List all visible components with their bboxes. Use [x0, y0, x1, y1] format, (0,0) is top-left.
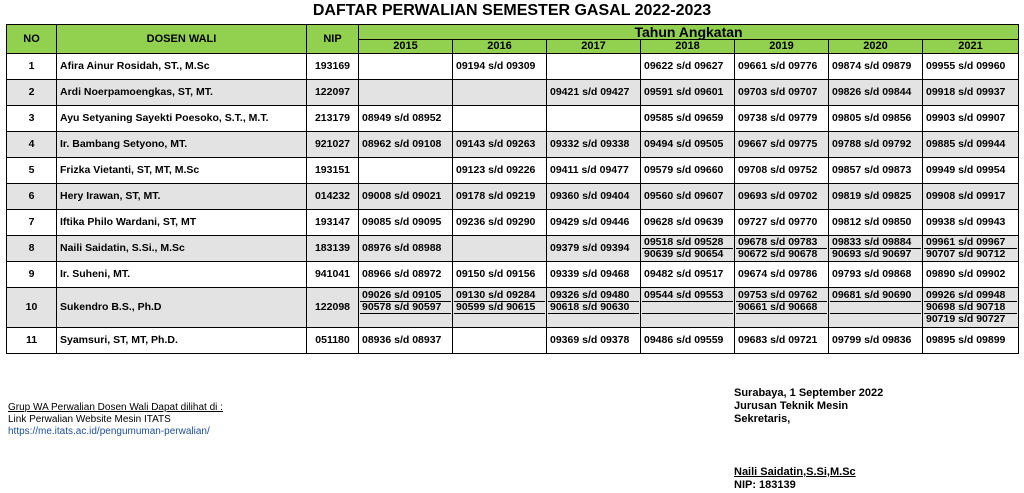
nim-range: 09895 s/d 09899 — [926, 334, 1006, 346]
nim-range-cell — [453, 132, 547, 158]
signer-role: Sekretaris, — [734, 413, 791, 425]
nim-range: 09819 s/d 09825 — [832, 190, 912, 202]
nim-range: 09874 s/d 09879 — [832, 60, 912, 72]
dosen-name: Ardi Noerpamoengkas, ST, MT. — [57, 80, 307, 106]
nim-range: 09560 s/d 09607 — [644, 190, 724, 202]
table-row — [7, 106, 1019, 132]
nim-range — [454, 313, 545, 325]
nim-range: 08976 s/d 08988 — [362, 242, 442, 254]
nim-range-cell — [359, 106, 453, 132]
nim-range — [362, 87, 449, 98]
nim-range: 09482 s/d 09517 — [644, 268, 724, 280]
dosen-name: Ayu Setyaning Sayekti Poesoko, S.T., M.T. — [57, 106, 307, 132]
nim-range: 09143 s/d 09263 — [456, 138, 536, 150]
nim-range-cell — [829, 262, 923, 288]
nim-range: 09544 s/d 09553 — [644, 289, 724, 301]
nim-range-cell — [735, 106, 829, 132]
nim-range-cell — [641, 328, 735, 354]
nim-range: 09579 s/d 09660 — [644, 164, 724, 176]
nim-range-cell — [547, 288, 641, 328]
row-number: 2 — [7, 80, 57, 106]
dosen-nip: 122097 — [307, 80, 359, 106]
dosen-name: Naili Saidatin, S.Si., M.Sc — [57, 236, 307, 262]
nim-range-cell — [453, 184, 547, 210]
dosen-name: Syamsuri, ST, MT, Ph.D. — [57, 328, 307, 354]
nim-range-cell — [453, 262, 547, 288]
table-row — [7, 210, 1019, 236]
row-number: 4 — [7, 132, 57, 158]
nim-range: 09805 s/d 09856 — [832, 112, 912, 124]
nim-range-cell — [829, 288, 923, 328]
nim-range: 09123 s/d 09226 — [456, 164, 536, 176]
nim-range-cell — [829, 184, 923, 210]
website-link-label: Link Perwalian Website Mesin ITATS — [8, 414, 171, 425]
dosen-nip: 213179 — [307, 106, 359, 132]
nim-range-cell — [547, 210, 641, 236]
nim-range-cell — [359, 288, 453, 328]
nim-range-cell — [453, 210, 547, 236]
dosen-nip: 122098 — [307, 288, 359, 328]
nim-range-cell — [735, 288, 829, 328]
nim-range-cell — [359, 262, 453, 288]
nim-range-cell — [829, 328, 923, 354]
header-year-2018: 2018 — [641, 40, 735, 54]
nim-range: 90661 s/d 90668 — [736, 301, 827, 313]
header-year-2015: 2015 — [359, 40, 453, 54]
nim-range: 09667 s/d 09775 — [738, 138, 818, 150]
nim-range-cell — [547, 328, 641, 354]
nim-range: 09486 s/d 09559 — [644, 334, 724, 346]
place-date: Surabaya, 1 September 2022 — [734, 387, 884, 399]
dosen-name: Iftika Philo Wardani, ST, MT — [57, 210, 307, 236]
nim-range-cell — [923, 158, 1019, 184]
nim-range-cell — [735, 80, 829, 106]
nim-range: 09799 s/d 09836 — [832, 334, 912, 346]
nim-range-cell — [829, 236, 923, 262]
nim-range — [456, 113, 543, 124]
dosen-nip: 921027 — [307, 132, 359, 158]
nim-range: 09918 s/d 09937 — [926, 86, 1006, 98]
nim-range: 09885 s/d 09944 — [926, 138, 1006, 150]
nim-range-cell — [923, 288, 1019, 328]
nim-range-cell — [735, 54, 829, 80]
nim-range-cell — [641, 262, 735, 288]
nim-range: 09429 s/d 09446 — [550, 216, 630, 228]
nim-range: 09826 s/d 09844 — [832, 86, 912, 98]
signer-nip: NIP: 183139 — [734, 479, 796, 491]
nim-range-cell — [829, 80, 923, 106]
header-dosen-wali: DOSEN WALI — [57, 25, 307, 54]
nim-range: 09903 s/d 09907 — [926, 112, 1006, 124]
nim-range-cell — [641, 80, 735, 106]
nim-range — [736, 313, 827, 325]
nim-range-cell — [923, 262, 1019, 288]
nim-range: 09236 s/d 09290 — [456, 216, 536, 228]
row-number: 7 — [7, 210, 57, 236]
nim-range: 09360 s/d 09404 — [550, 190, 630, 202]
nim-range: 09793 s/d 09868 — [832, 268, 912, 280]
table-row — [7, 54, 1019, 80]
table-row — [7, 262, 1019, 288]
nim-range-cell — [923, 184, 1019, 210]
nim-range: 09681 s/d 90690 — [832, 289, 912, 301]
nim-range — [456, 243, 543, 254]
row-number: 9 — [7, 262, 57, 288]
header-tahun-angkatan: Tahun Angkatan — [359, 25, 1019, 40]
nim-range: 90599 s/d 90615 — [454, 301, 545, 313]
row-number: 6 — [7, 184, 57, 210]
nim-range: 09628 s/d 09639 — [644, 216, 724, 228]
perwalian-table — [6, 24, 1019, 354]
nim-range-cell — [641, 288, 735, 328]
nim-range: 08962 s/d 09108 — [362, 138, 442, 150]
nim-range: 09494 s/d 09505 — [644, 138, 724, 150]
nim-range — [642, 313, 733, 325]
header-year-2021: 2021 — [923, 40, 1019, 54]
row-number: 5 — [7, 158, 57, 184]
nim-range: 09833 s/d 09884 — [832, 236, 912, 248]
table-row — [7, 80, 1019, 106]
nim-range-cell — [923, 106, 1019, 132]
nim-range: 90578 s/d 90597 — [360, 301, 451, 313]
nim-range-cell — [547, 80, 641, 106]
nim-range-cell — [829, 210, 923, 236]
nim-range: 09949 s/d 09954 — [926, 164, 1006, 176]
nim-range: 09708 s/d 09752 — [738, 164, 818, 176]
nim-range: 09926 s/d 09948 — [926, 289, 1006, 301]
table-row — [7, 184, 1019, 210]
nim-range-cell — [547, 54, 641, 80]
nim-range-cell — [641, 210, 735, 236]
dosen-nip: 941041 — [307, 262, 359, 288]
dosen-name: Ir. Bambang Setyono, MT. — [57, 132, 307, 158]
dosen-nip: 051180 — [307, 328, 359, 354]
nim-range — [550, 61, 637, 72]
nim-range: 09518 s/d 09528 — [644, 236, 724, 248]
nim-range: 09026 s/d 09105 — [362, 289, 442, 301]
nim-range-cell — [359, 54, 453, 80]
header-year-2019: 2019 — [735, 40, 829, 54]
nim-range: 08936 s/d 08937 — [362, 334, 442, 346]
nim-range-cell — [453, 288, 547, 328]
row-number: 10 — [7, 288, 57, 328]
nim-range: 09961 s/d 09967 — [926, 236, 1006, 248]
nim-range — [456, 87, 543, 98]
nim-range: 09326 s/d 09480 — [550, 289, 630, 301]
nim-range-cell — [641, 184, 735, 210]
nim-range-cell — [641, 106, 735, 132]
nim-range — [360, 313, 451, 325]
nim-range-cell — [923, 80, 1019, 106]
nim-range: 09379 s/d 09394 — [550, 242, 630, 254]
nim-range-cell — [359, 184, 453, 210]
nim-range-cell — [547, 106, 641, 132]
nim-range-cell — [359, 132, 453, 158]
nim-range-cell — [735, 236, 829, 262]
nim-range-cell — [923, 236, 1019, 262]
nim-range-cell — [547, 262, 641, 288]
dosen-nip: 193169 — [307, 54, 359, 80]
header-year-2017: 2017 — [547, 40, 641, 54]
nim-range — [830, 301, 921, 313]
nim-range — [830, 313, 921, 325]
nim-range: 09703 s/d 09707 — [738, 86, 818, 98]
nim-range: 09591 s/d 09601 — [644, 86, 724, 98]
nim-range: 09085 s/d 09095 — [362, 216, 442, 228]
nim-range: 09788 s/d 09792 — [832, 138, 912, 150]
nim-range-cell — [735, 210, 829, 236]
nim-range-cell — [829, 158, 923, 184]
nim-range: 08966 s/d 08972 — [362, 268, 442, 280]
nim-range-cell — [735, 262, 829, 288]
row-number: 11 — [7, 328, 57, 354]
table-row — [7, 132, 1019, 158]
wa-group-note: Grup WA Perwalian Dosen Wali Dapat dilihat di : — [8, 402, 223, 413]
nim-range-cell — [359, 210, 453, 236]
dosen-name: Afira Ainur Rosidah, ST., M.Sc — [57, 54, 307, 80]
nim-range: 09727 s/d 09770 — [738, 216, 818, 228]
table-row — [7, 236, 1019, 262]
signer-name: Naili Saidatin,S.Si,M.Sc — [734, 466, 856, 478]
nim-range: 09339 s/d 09468 — [550, 268, 630, 280]
nim-range: 09678 s/d 09783 — [738, 236, 818, 248]
nim-range-cell — [547, 184, 641, 210]
table-row — [7, 328, 1019, 354]
table-row — [7, 158, 1019, 184]
nim-range-cell — [453, 106, 547, 132]
nim-range: 09178 s/d 09219 — [456, 190, 536, 202]
nim-range-cell — [923, 54, 1019, 80]
nim-range-cell — [453, 236, 547, 262]
nim-range-cell — [735, 328, 829, 354]
nim-range-cell — [641, 54, 735, 80]
header-year-2020: 2020 — [829, 40, 923, 54]
nim-range: 09938 s/d 09943 — [926, 216, 1006, 228]
nim-range: 09955 s/d 09960 — [926, 60, 1006, 72]
nim-range-cell — [829, 106, 923, 132]
nim-range: 09890 s/d 09902 — [926, 268, 1006, 280]
nim-range — [362, 165, 449, 176]
perwalian-link[interactable]: https://me.itats.ac.id/pengumuman-perwalian/ — [8, 426, 210, 437]
nim-range: 09150 s/d 09156 — [456, 268, 536, 280]
nim-range-cell — [641, 236, 735, 262]
row-number: 1 — [7, 54, 57, 80]
dosen-name: Sukendro B.S., Ph.D — [57, 288, 307, 328]
nim-range-cell — [453, 54, 547, 80]
nim-range: 90698 s/d 90718 — [924, 301, 1017, 313]
nim-range: 09622 s/d 09627 — [644, 60, 724, 72]
nim-range: 09421 s/d 09427 — [550, 86, 630, 98]
dosen-nip: 183139 — [307, 236, 359, 262]
nim-range: 09411 s/d 09477 — [550, 164, 629, 176]
footer-info — [8, 402, 223, 438]
nim-range: 90672 s/d 90678 — [736, 248, 827, 260]
nim-range-cell — [923, 210, 1019, 236]
nim-range-cell — [453, 158, 547, 184]
nim-range: 90707 s/d 90712 — [924, 248, 1017, 260]
nim-range-cell — [829, 132, 923, 158]
nim-range-cell — [641, 132, 735, 158]
nim-range: 09674 s/d 09786 — [738, 268, 818, 280]
nim-range — [362, 61, 449, 72]
nim-range-cell — [735, 184, 829, 210]
nim-range: 09738 s/d 09779 — [738, 112, 818, 124]
nim-range-cell — [359, 328, 453, 354]
nim-range: 90618 s/d 90630 — [548, 301, 639, 313]
dosen-name: Ir. Suheni, MT. — [57, 262, 307, 288]
nim-range-cell — [453, 328, 547, 354]
nim-range — [548, 313, 639, 325]
row-number: 8 — [7, 236, 57, 262]
nim-range — [456, 335, 543, 346]
nim-range-cell — [923, 132, 1019, 158]
nim-range-cell — [359, 236, 453, 262]
nim-range: 09753 s/d 09762 — [738, 289, 818, 301]
row-number: 3 — [7, 106, 57, 132]
page-title: DAFTAR PERWALIAN SEMESTER GASAL 2022-2023 — [312, 2, 712, 19]
table-row — [7, 288, 1019, 328]
nim-range: 09008 s/d 09021 — [362, 190, 442, 202]
nim-range: 09812 s/d 09850 — [832, 216, 912, 228]
nim-range: 90719 s/d 90727 — [924, 313, 1017, 325]
nim-range — [550, 113, 637, 124]
dosen-name: Frizka Vietanti, ST, MT, M.Sc — [57, 158, 307, 184]
nim-range-cell — [923, 328, 1019, 354]
nim-range: 09693 s/d 09702 — [738, 190, 818, 202]
header-no: NO — [7, 25, 57, 54]
nim-range: 09857 s/d 09873 — [832, 164, 912, 176]
nim-range: 90639 s/d 90654 — [642, 248, 733, 260]
dosen-name: Hery Irawan, ST, MT. — [57, 184, 307, 210]
nim-range-cell — [735, 158, 829, 184]
nim-range: 09661 s/d 09776 — [738, 60, 818, 72]
nim-range: 08949 s/d 08952 — [362, 112, 442, 124]
nim-range-cell — [829, 54, 923, 80]
nim-range: 09130 s/d 09284 — [456, 289, 536, 301]
nim-range: 09332 s/d 09338 — [550, 138, 630, 150]
header-nip: NIP — [307, 25, 359, 54]
dosen-nip: 193151 — [307, 158, 359, 184]
nim-range-cell — [547, 236, 641, 262]
nim-range: 90693 s/d 90697 — [830, 248, 921, 260]
nim-range: 09908 s/d 09917 — [926, 190, 1006, 202]
nim-range: 09369 s/d 09378 — [550, 334, 630, 346]
nim-range: 09683 s/d 09721 — [738, 334, 818, 346]
nim-range: 09194 s/d 09309 — [456, 60, 536, 72]
nim-range-cell — [641, 158, 735, 184]
nim-range-cell — [453, 80, 547, 106]
header-year-2016: 2016 — [453, 40, 547, 54]
nim-range — [642, 301, 733, 313]
dosen-nip: 193147 — [307, 210, 359, 236]
nim-range: 09585 s/d 09659 — [644, 112, 724, 124]
nim-range-cell — [547, 132, 641, 158]
department: Jurusan Teknik Mesin — [734, 400, 849, 412]
nim-range-cell — [359, 158, 453, 184]
signature-block — [734, 387, 883, 492]
nim-range-cell — [359, 80, 453, 106]
nim-range-cell — [547, 158, 641, 184]
dosen-nip: 014232 — [307, 184, 359, 210]
nim-range-cell — [735, 132, 829, 158]
